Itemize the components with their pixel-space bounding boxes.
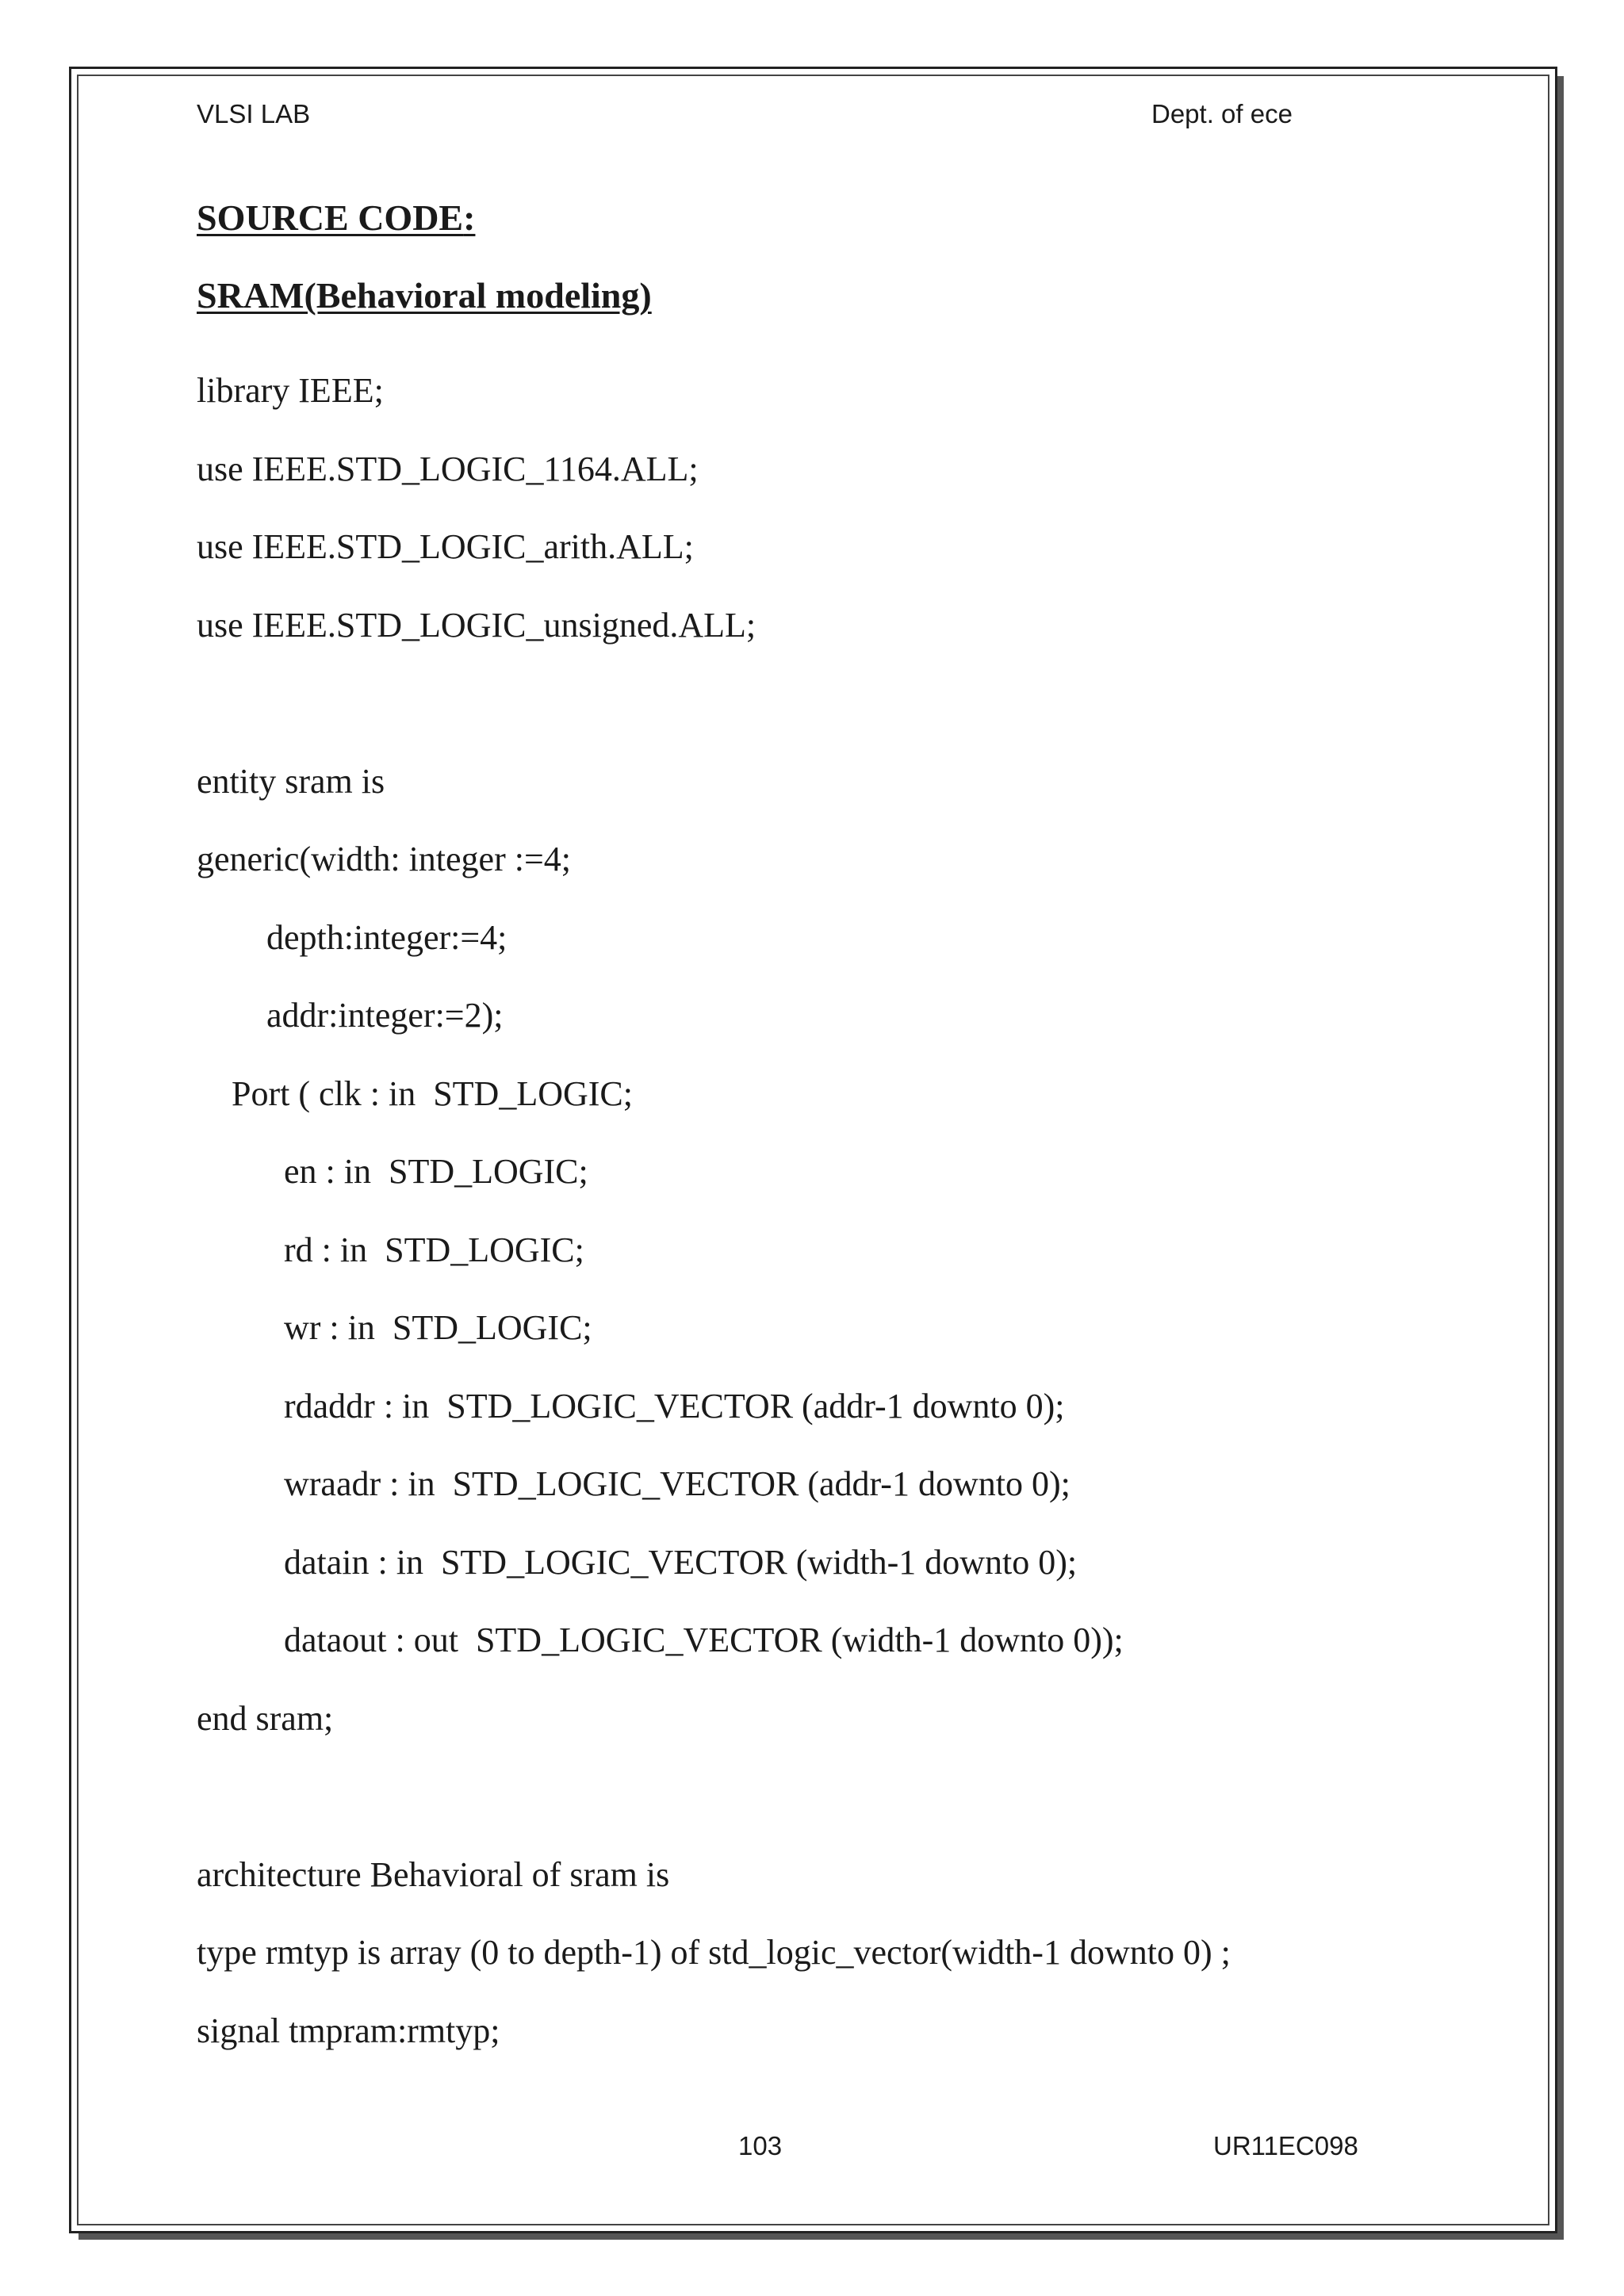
code-line: use IEEE.STD_LOGIC_1164.ALL; <box>197 449 699 488</box>
code-line: entity sram is <box>197 761 385 801</box>
code-line: library IEEE; <box>197 371 384 410</box>
code-line: Port ( clk : in STD_LOGIC; <box>197 1073 633 1113</box>
subsection-heading: SRAM(Behavioral modeling) <box>197 275 652 316</box>
code-line: wraadr : in STD_LOGIC_VECTOR (addr-1 downto 0); <box>197 1464 1071 1503</box>
code-line: depth:integer:=4; <box>197 917 508 957</box>
code-line: dataout : out STD_LOGIC_VECTOR (width-1 downto 0)); <box>197 1621 1124 1659</box>
section-heading-colon: : <box>463 197 476 238</box>
code-line: addr:integer:=2); <box>197 996 504 1035</box>
section-heading <box>197 197 475 239</box>
page-border-shadow-bottom <box>79 2233 1564 2240</box>
code-line: rdaddr : in STD_LOGIC_VECTOR (addr-1 downto 0); <box>197 1386 1065 1425</box>
code-line <box>197 1758 1465 1836</box>
code-line: end sram; <box>197 1698 334 1738</box>
code-line: use IEEE.STD_LOGIC_arith.ALL; <box>197 527 694 566</box>
section-heading-text: SOURCE CODE <box>197 197 464 238</box>
code-line: wr : in STD_LOGIC; <box>197 1308 592 1347</box>
code-line: use IEEE.STD_LOGIC_unsigned.ALL; <box>197 605 756 645</box>
roll-number: UR11EC098 <box>1213 2131 1358 2160</box>
code-line: generic(width: integer :=4; <box>197 840 571 878</box>
code-line: rd : in STD_LOGIC; <box>197 1230 584 1269</box>
code-line: datain : in STD_LOGIC_VECTOR (width-1 downto 0); <box>197 1542 1078 1582</box>
code-line: signal tmpram:rmtyp; <box>197 2011 500 2050</box>
code-line: architecture Behavioral of sram is <box>197 1854 670 1894</box>
code-line: type rmtyp is array (0 to depth-1) of std_logic_vector(width-1 downto 0) ; <box>197 1933 1231 1972</box>
code-line <box>197 664 1465 743</box>
page-border-shadow-right <box>1557 76 1564 2240</box>
header-lab-name: VLSI LAB <box>197 99 311 128</box>
code-line: en : in STD_LOGIC; <box>197 1152 588 1191</box>
header-department: Dept. of ece <box>1151 99 1293 128</box>
source-code-block <box>197 352 1465 2070</box>
page-number: 103 <box>738 2131 783 2160</box>
